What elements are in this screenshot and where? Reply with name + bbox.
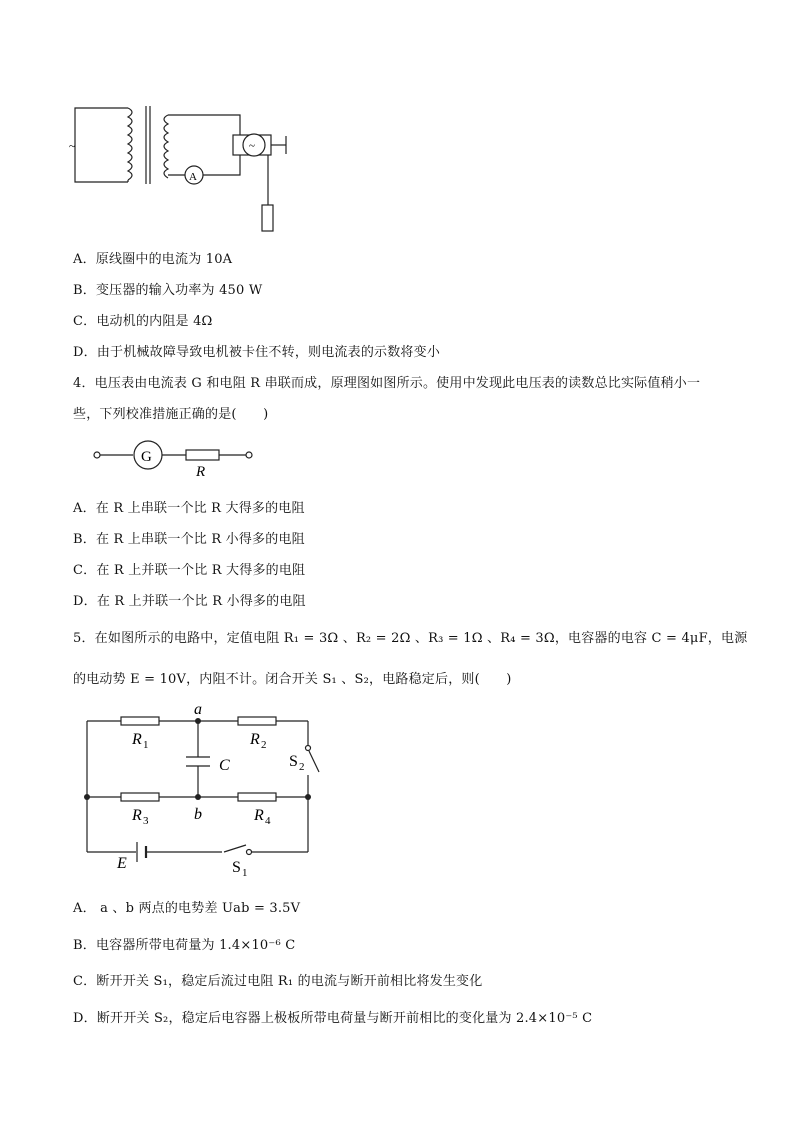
q4-option-a: A．在 R 上串联一个比 R 大得多的电阻 (73, 501, 305, 516)
s2-label: S (289, 753, 298, 770)
ammeter-label: A (189, 171, 197, 183)
q4-stem-line2: 些，下列校准措施正确的是( ) (73, 407, 269, 422)
transformer-motor-figure (60, 95, 300, 235)
motor-symbol: ~ (249, 140, 255, 152)
q5-option-d: D．断开开关 S₂，稳定后电容器上极板所带电荷量与断开前相比的变化量为 2.4×10⁻⁵ C (73, 1011, 593, 1026)
q4-option-c: C．在 R 上并联一个比 R 大得多的电阻 (73, 563, 306, 578)
q5-option-a: A． a 、b 两点的电势差 Uab = 3.5V (73, 901, 301, 916)
q5-option-c: C．断开开关 S₁，稳定后流过电阻 R₁ 的电流与断开前相比将发生变化 (73, 974, 483, 989)
bridge-circuit-figure (75, 698, 325, 878)
q4-option-d: D．在 R 上并联一个比 R 小得多的电阻 (73, 594, 306, 609)
node-b-label: b (194, 806, 202, 823)
r1-subscript: 1 (143, 739, 149, 751)
q5-option-b: B．电容器所带电荷量为 1.4×10⁻⁶ C (73, 938, 296, 953)
r3-subscript: 3 (143, 815, 149, 827)
r4-label: R (254, 807, 264, 824)
r3-label: R (132, 807, 142, 824)
r1-label: R (132, 731, 142, 748)
r2-label: R (250, 731, 260, 748)
q3-option-b: B．变压器的输入功率为 450 W (73, 283, 263, 298)
r2-subscript: 2 (261, 739, 267, 751)
resistor-r-label: R (196, 464, 206, 480)
q5-stem-line2: 的电动势 E = 10V，内阻不计。闭合开关 S₁ 、S₂，电路稳定后，则( ) (73, 672, 512, 687)
voltmeter-figure (88, 438, 258, 483)
emf-e-label: E (117, 855, 127, 872)
q5-stem-line1: 5．在如图所示的电路中，定值电阻 R₁ = 3Ω 、R₂ = 2Ω 、R₃ = 1Ω 、R₄ = 3Ω，电容器的电容 C = 4μF，电源 (73, 631, 748, 646)
q3-option-d: D．由于机械故障导致电机被卡住不转，则电流表的示数将变小 (73, 345, 441, 360)
q3-option-c: C．电动机的内阻是 4Ω (73, 314, 213, 329)
ac-source-symbol: ~ (69, 139, 76, 153)
s2-subscript: 2 (299, 761, 305, 773)
q3-option-a: A．原线圈中的电流为 10A (73, 252, 233, 267)
q4-stem-line1: 4．电压表由电流表 G 和电阻 R 串联而成，原理图如图所示。使用中发现此电压表的读数总比实际值稍小一 (73, 376, 701, 391)
galvanometer-label: G (141, 449, 152, 465)
capacitor-c-label: C (219, 757, 230, 774)
q4-option-b: B．在 R 上串联一个比 R 小得多的电阻 (73, 532, 305, 547)
s1-label: S (232, 859, 241, 876)
r4-subscript: 4 (265, 815, 271, 827)
s1-subscript: 1 (242, 867, 248, 878)
node-a-label: a (194, 701, 202, 718)
